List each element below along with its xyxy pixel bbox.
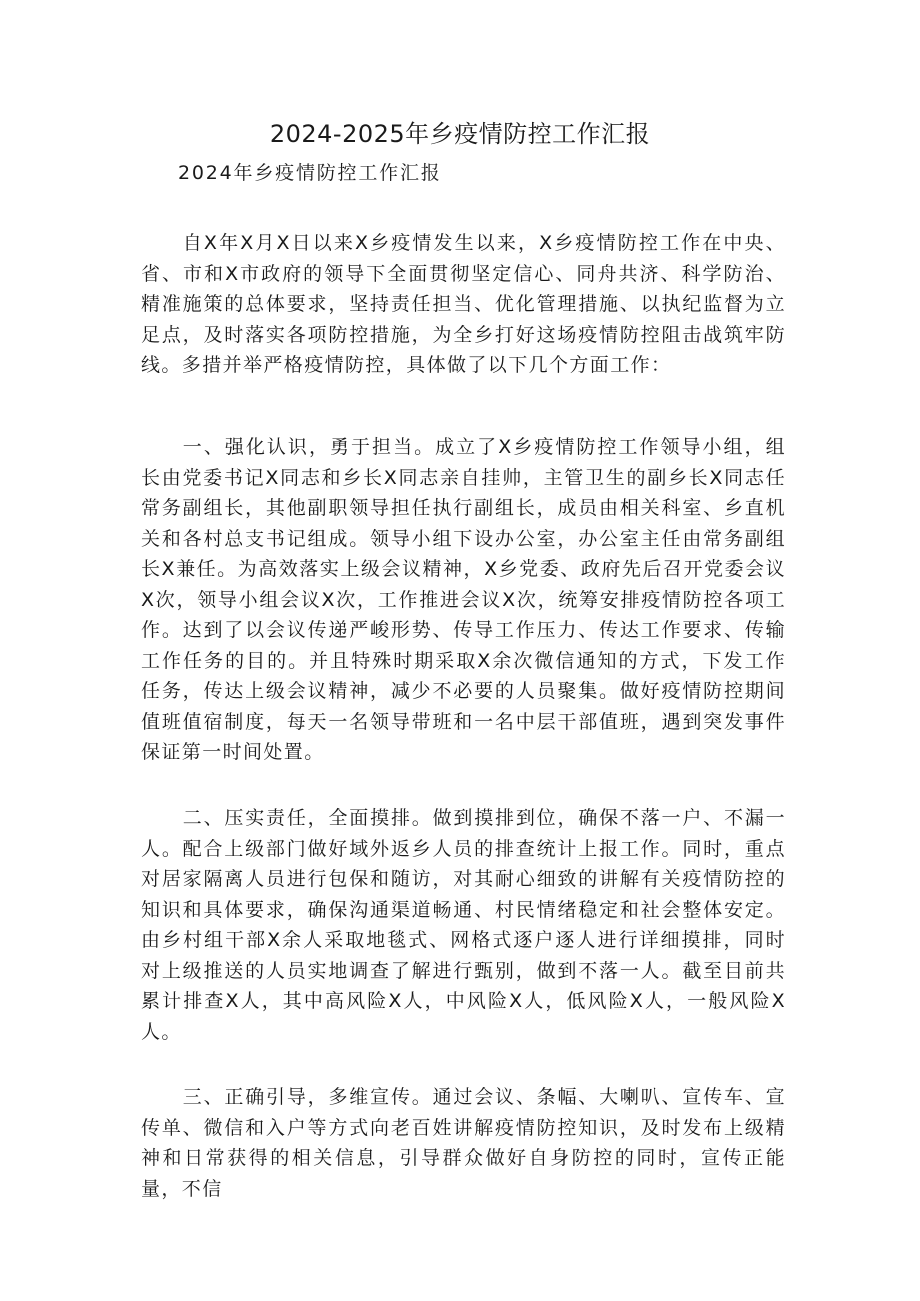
paragraph-section-2: 二、压实责任，全面摸排。做到摸排到位，确保不落一户、不漏一人。配合上级部门做好域外返乡人员的排查统计上报工作。同时，重点对居家隔离人员进行包保和随访，对其耐心细致的讲解有关疫情防控的知识和具体要求，确保沟通渠道畅通、村民情绪稳定和社会整体安定。由乡村组干部X余人采取地毯式、网格式逐户逐人进行详细摸排，同时对上级推送的人员实地调查了解进行甄别，做到不落一人。截至目前共累计排查X人，其中高风险X人，中风险X人，低风险X人，一般风险X人。: [141, 807, 786, 1043]
document-subtitle: 2024年乡疫情防控工作汇报: [178, 162, 442, 184]
paragraph-section-1: 一、强化认识，勇于担当。成立了X乡疫情防控工作领导小组，组长由党委书记X同志和乡长X同志亲自挂帅，主管卫生的副乡长X同志任常务副组长，其他副职领导担任执行副组长，成员由相关科室、乡直机关和各村总支书记组成。领导小组下设办公室，办公室主任由常务副组长X兼任。为高效落实上级会议精神，X乡党委、政府先后召开党委会议X次，领导小组会议X次，工作推进会议X次，统筹安排疫情防控各项工作。达到了以会议传递严峻形势、传导工作压力、传达工作要求、传输工作任务的目的。并且特殊时期采取X余次微信通知的方式，下发工作任务，传达上级会议精神，减少不必要的人员聚集。做好疫情防控期间值班值宿制度，每天一名领导带班和一名中层干部值班，遇到突发事件保证第一时间处置。: [141, 436, 786, 763]
paragraph-intro: 自X年X月X日以来X乡疫情发生以来，X乡疫情防控工作在中央、省、市和X市政府的领导下全面贯彻坚定信心、同舟共济、科学防治、精准施策的总体要求，坚持责任担当、优化管理措施、以执纪监督为立足点，及时落实各项防控措施，为全乡打好这场疫情防控阻击战筑牢防线。多措并举严格疫情防控，具体做了以下几个方面工作：: [141, 232, 786, 376]
paragraph-section-3: 三、正确引导，多维宣传。通过会议、条幅、大喇叭、宣传车、宣传单、微信和入户等方式向老百姓讲解疫情防控知识，及时发布上级精神和日常获得的相关信息，引导群众做好自身防控的同时，宣传正能量，不信: [141, 1086, 786, 1200]
document-title: 2024-2025年乡疫情防控工作汇报: [269, 120, 651, 148]
